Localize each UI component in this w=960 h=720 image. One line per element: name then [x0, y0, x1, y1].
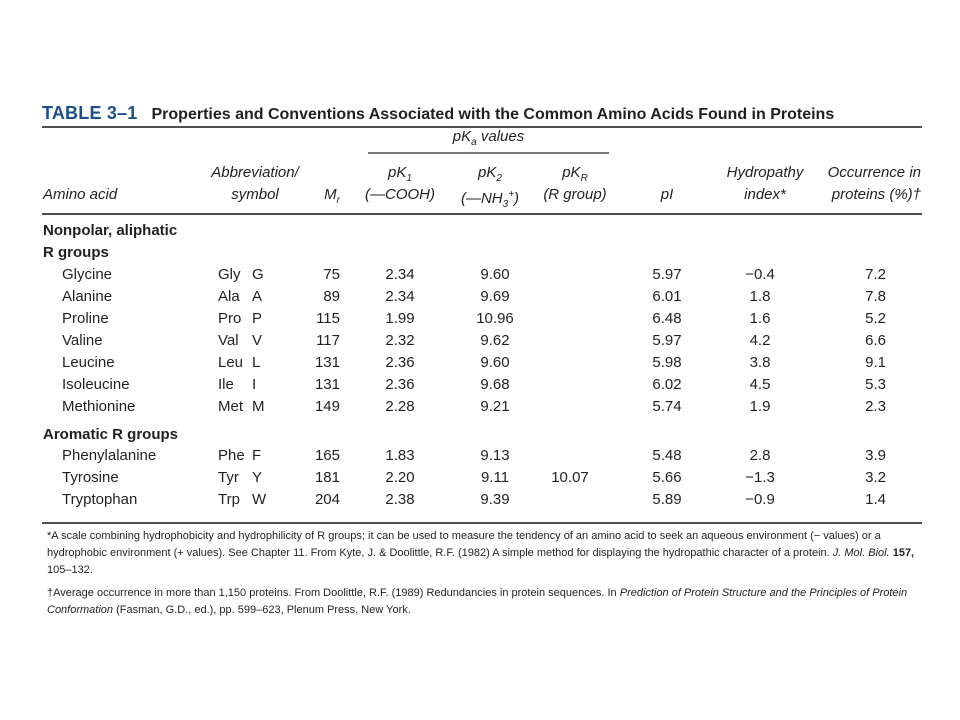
cell-hydropathy: 3.8 — [749, 354, 771, 371]
cell-amino-acid: Tryptophan — [62, 491, 138, 508]
cell-amino-acid: Phenylalanine — [62, 447, 157, 464]
footnote-2-rest: (Fasman, G.D., ed.), pp. 599–623, Plenum Press, New York. — [116, 604, 411, 616]
cell-amino-acid: Alanine — [62, 288, 113, 305]
table-title: Properties and Conventions Associated with the Common Amino Acids Found in Proteins — [151, 106, 835, 123]
cell-symbol: Y — [252, 469, 263, 486]
cell-amino-acid: Glycine — [62, 266, 113, 283]
cell-mr: 117 — [316, 332, 340, 349]
cell-pk2: 9.39 — [480, 491, 510, 508]
cell-symbol: P — [252, 310, 263, 327]
cell-hydropathy: 4.2 — [749, 332, 771, 349]
cell-symbol: A — [252, 288, 263, 305]
cell-amino-acid: Methionine — [62, 398, 136, 415]
header-pk2-line2: $(—NH_3^+)$ — [460, 189, 520, 210]
footnote-1-text: *A scale combining hydrophobicity and hydrophilicity of R groups; it can be used to measure the tendency of an amino acid to seek an aqueous environment (− values) or a hydrophobic environment (+ values). See Chapter 11. From Kyte, J. & Doolittle, R.F. (1982) A simple method for displaying the hydropathic character of a protein. — [47, 530, 881, 559]
cell-amino-acid: Isoleucine — [62, 376, 130, 393]
cell-amino-acid: Leucine — [62, 354, 115, 371]
footnote-1-pages: 105–132. — [47, 564, 93, 576]
header-pkr-line2: (R group) — [543, 186, 607, 203]
cell-hydropathy: 2.8 — [749, 447, 771, 464]
cell-pi: 5.97 — [652, 266, 682, 283]
cell-symbol: M — [252, 398, 265, 415]
cell-pk2: 9.11 — [480, 469, 510, 486]
cell-pi: 5.97 — [652, 332, 682, 349]
cell-pi: 6.48 — [652, 310, 682, 327]
footnote-1-journal: J. Mol. Biol. — [832, 547, 890, 559]
cell-hydropathy: −1.3 — [745, 469, 775, 486]
cell-occurrence: 5.2 — [865, 310, 886, 327]
cell-occurrence: 3.2 — [865, 469, 886, 486]
header-pkr-line1: $pK_R$ — [562, 164, 588, 184]
header-abbrev-line2: symbol — [231, 186, 279, 203]
header-rule — [42, 213, 922, 215]
cell-pk2: 9.60 — [480, 266, 510, 283]
footnote-1-volume: 157, — [892, 547, 915, 559]
cell-symbol: L — [252, 354, 261, 371]
cell-abbreviation: Tyr — [218, 469, 239, 486]
header-mr: $M_r$ — [324, 186, 340, 206]
cell-pk1: 2.36 — [385, 354, 415, 371]
header-hydro-line1: Hydropathy — [726, 164, 804, 181]
cell-amino-acid: Valine — [62, 332, 103, 349]
pka-values-header: $pK_a$ values — [452, 128, 525, 148]
cell-pk2: 9.68 — [480, 376, 510, 393]
group-label-aromatic: Aromatic R groups — [43, 426, 179, 443]
cell-pk2: 9.60 — [480, 354, 510, 371]
header-occ-line1: Occurrence in — [827, 164, 921, 181]
cell-pi: 5.66 — [652, 469, 682, 486]
cell-occurrence: 5.3 — [865, 376, 886, 393]
header-pi: pI — [660, 186, 674, 203]
group-label-nonpolar-line2: R groups — [43, 244, 109, 261]
header-occ-line2: proteins (%)† — [831, 186, 921, 203]
cell-hydropathy: 1.8 — [749, 288, 771, 305]
cell-pi: 6.02 — [652, 376, 682, 393]
cell-mr: 181 — [314, 469, 340, 486]
cell-hydropathy: −0.4 — [745, 266, 775, 283]
cell-mr: 149 — [314, 398, 340, 415]
cell-abbreviation: Phe — [218, 447, 245, 464]
cell-pk1: 1.83 — [385, 447, 415, 464]
cell-pi: 5.89 — [652, 491, 682, 508]
cell-pkr: 10.07 — [551, 469, 589, 486]
pka-group-rule — [368, 152, 609, 154]
cell-hydropathy: 1.6 — [749, 310, 771, 327]
cell-occurrence: 2.3 — [865, 398, 886, 415]
cell-pk1: 2.38 — [385, 491, 415, 508]
cell-abbreviation: Pro — [218, 310, 242, 327]
header-abbrev-line1: Abbreviation/ — [211, 164, 299, 181]
cell-symbol: W — [252, 491, 267, 508]
cell-occurrence: 7.8 — [865, 288, 886, 305]
table-number: TABLE 3–1 — [42, 103, 138, 123]
cell-occurrence: 6.6 — [865, 332, 886, 349]
cell-pi: 5.48 — [652, 447, 682, 464]
cell-mr: 165 — [314, 447, 340, 464]
header-pk1-line2: (—COOH) — [365, 186, 435, 203]
cell-symbol: F — [252, 447, 262, 464]
cell-pk2: 9.21 — [480, 398, 510, 415]
cell-amino-acid: Tyrosine — [62, 469, 119, 486]
footnote-hydropathy — [47, 528, 922, 579]
header-hydro-line2: index* — [744, 186, 786, 203]
cell-pk1: 1.99 — [385, 310, 415, 327]
cell-symbol: G — [252, 266, 264, 283]
cell-pk1: 2.34 — [385, 288, 415, 305]
cell-pk1: 2.36 — [385, 376, 415, 393]
cell-pk1: 2.32 — [385, 332, 415, 349]
cell-mr: 75 — [323, 266, 340, 283]
cell-pk2: 9.13 — [480, 447, 510, 464]
header-amino-acid: Amino acid — [43, 186, 118, 203]
cell-occurrence: 1.4 — [865, 491, 886, 508]
footnote-occurrence — [47, 585, 922, 619]
cell-mr: 115 — [316, 310, 340, 327]
cell-pk1: 2.20 — [385, 469, 415, 486]
cell-abbreviation: Trp — [218, 491, 240, 508]
cell-pi: 6.01 — [652, 288, 682, 305]
footnote-2-book: Prediction of Protein Structure and the Principles of Protein Conformation — [47, 587, 908, 616]
cell-mr: 89 — [323, 288, 340, 305]
cell-pk1: 2.28 — [385, 398, 415, 415]
cell-hydropathy: −0.9 — [745, 491, 775, 508]
cell-abbreviation: Gly — [218, 266, 241, 283]
cell-abbreviation: Met — [218, 398, 244, 415]
cell-hydropathy: 4.5 — [749, 376, 771, 393]
cell-pk1: 2.34 — [385, 266, 415, 283]
group-label-nonpolar: Nonpolar, aliphatic — [43, 222, 178, 239]
table-header — [42, 103, 922, 124]
cell-abbreviation: Ile — [218, 376, 234, 393]
footnote-rule — [42, 522, 922, 524]
cell-pk2: 9.69 — [480, 288, 510, 305]
cell-hydropathy: 1.9 — [749, 398, 771, 415]
cell-mr: 131 — [314, 376, 340, 393]
header-pk2-line1: $pK_2$ — [478, 164, 502, 184]
cell-occurrence: 9.1 — [865, 354, 886, 371]
footnote-2-text: †Average occurrence in more than 1,150 proteins. From Doolittle, R.F. (1989) Redundancies in protein sequences. In — [47, 587, 617, 599]
header-pk1-line1: $pK_1$ — [388, 164, 412, 184]
cell-occurrence: 7.2 — [865, 266, 886, 283]
cell-pi: 5.98 — [652, 354, 682, 371]
cell-abbreviation: Val — [218, 332, 239, 349]
cell-amino-acid: Proline — [62, 310, 109, 327]
cell-mr: 204 — [314, 491, 340, 508]
cell-pk2: 9.62 — [480, 332, 510, 349]
cell-abbreviation: Leu — [218, 354, 244, 371]
cell-pi: 5.74 — [652, 398, 682, 415]
cell-symbol: I — [252, 376, 257, 393]
cell-occurrence: 3.9 — [865, 447, 886, 464]
cell-pk2: 10.96 — [476, 310, 514, 327]
cell-mr: 131 — [314, 354, 340, 371]
cell-abbreviation: Ala — [218, 288, 240, 305]
cell-symbol: V — [252, 332, 263, 349]
